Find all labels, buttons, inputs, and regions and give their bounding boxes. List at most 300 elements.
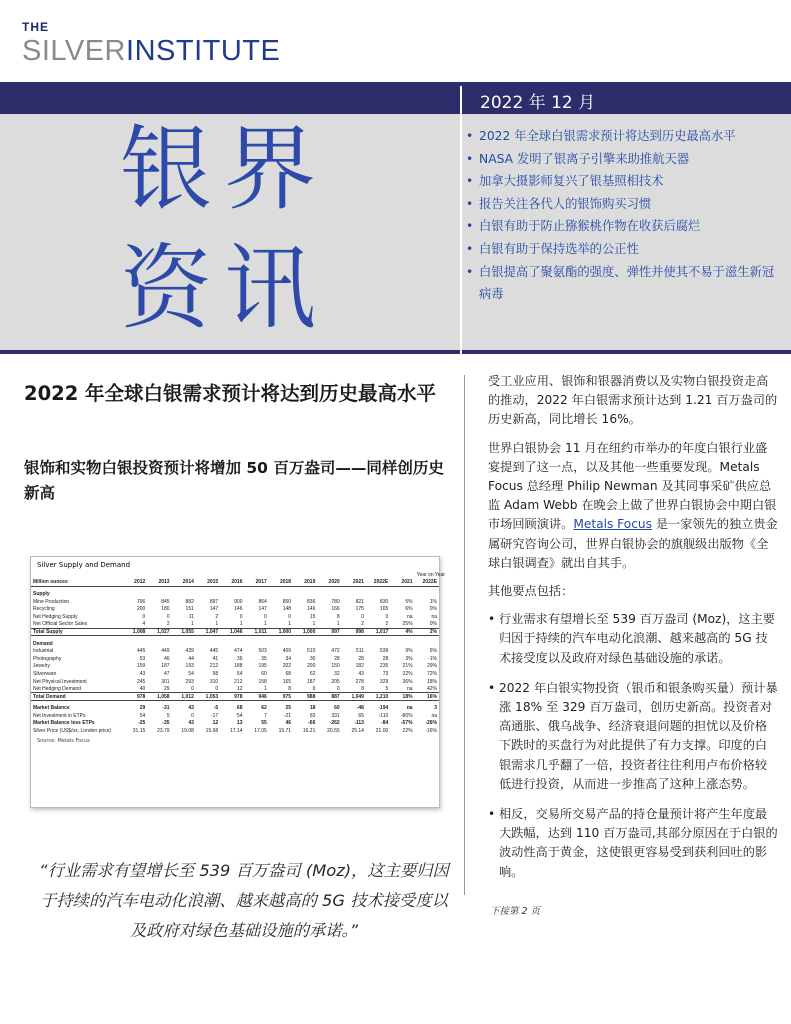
table-cell [366,590,390,598]
table-cell: 1,049 [342,693,366,701]
table-cell: 1 [264,685,267,692]
table-cell: 850 [282,598,292,605]
table-cell: 2016 [220,579,244,587]
table-cell: 503 [258,648,267,655]
table-cell: 19.08 [181,728,194,735]
table-cell: 83 [309,712,316,719]
table-cell: 235 [379,663,389,670]
table-cell [269,640,293,648]
table-cell: Recycling [33,606,55,613]
table-cell: 882 [185,598,194,605]
table-cell: 54 [236,712,243,719]
table-cell: na [407,685,413,692]
table-cell: 7 [264,712,267,719]
table-cell: 1 [239,621,243,628]
toc-item[interactable]: • NASA 发明了银离子引擎来助推航天器 [465,148,783,171]
table-cell: 8 [361,685,364,692]
table-cell: 3% [405,655,413,662]
table-cell: 1,046 [220,628,244,636]
logo-wordmark [22,35,280,68]
table-cell: 0 [312,685,316,692]
table-cell: 2 [215,613,219,620]
table-cell: 0 [191,685,194,692]
table-cell: -1% [428,655,437,662]
table-cell: 780 [331,598,340,605]
table-cell: -84 [381,720,389,727]
table-cell: 18% [426,678,437,685]
table-cell: 0% [429,621,437,628]
table-row [31,621,439,629]
table-row [31,720,439,728]
supply-demand-table-image [30,556,446,808]
table-cell: 32 [334,670,340,677]
table-header-yoy [31,571,439,579]
table-cell: 2 [361,621,364,628]
table-cell: 1,047 [196,628,220,636]
table-cell: Net Official Sector Sales [33,621,88,628]
table-cell: 0 [264,613,267,620]
metals-focus-link[interactable]: Metals Focus [573,517,652,532]
table-cell: 8 [336,613,340,620]
table-cell [293,590,317,598]
body-paragraph [488,439,778,573]
table-cell: 245 [136,678,146,685]
table-cell: 54 [139,712,146,719]
table-cell [172,590,196,598]
table-cell [366,640,390,648]
table-cell: 2 [385,621,389,628]
table-row [31,655,439,663]
article-body [488,372,778,893]
table-cell: 900 [234,598,243,605]
table-cell: -35 [162,720,170,727]
table-cell: -262 [329,720,340,727]
table-cell: 5 [385,685,389,692]
table-cell [147,640,171,648]
table-cell [244,590,268,598]
table-cell: 30 [309,655,316,662]
table-cell: 0 [361,613,364,620]
table-cell: 46 [164,655,170,662]
table-cell: 539 [379,648,389,655]
table-cell: 72% [426,670,437,677]
table-cell: 146 [234,606,243,613]
table-cell: 1,055 [172,628,196,636]
table-cell: 12 [212,720,219,727]
table-cell: Jewelry [33,663,50,670]
table-cell: Total Supply [31,628,123,636]
table-cell [317,571,341,579]
table-cell: 21% [402,663,413,670]
table-total-row [31,628,439,636]
table-cell: 329 [379,678,389,685]
table-cell [390,571,414,579]
table-cell: 68 [285,670,292,677]
table-cell: Silver Price (US$/oz, London price) [33,728,112,735]
table-cell: 182 [355,663,364,670]
table-cell [196,571,220,579]
table-cell: 58 [212,670,219,677]
table-cell [147,590,171,598]
table-cell: 0 [142,613,146,620]
toc-item[interactable]: • 加拿大摄影师复兴了银基照相技术 [465,170,783,193]
table-cell: na [431,613,437,620]
table-cell: 2022E [415,579,439,587]
table-cell [244,640,268,648]
table-cell: 147 [209,606,219,613]
table-cell: 188 [234,663,243,670]
table-cell: -48 [356,705,364,712]
table-cell [31,571,123,579]
table-cell: 1,000 [269,628,293,636]
table-cell: -80% [400,712,413,719]
table-cell: -5 [213,705,219,712]
table-cell: Net Investment in ETPs [33,712,86,719]
table-cell: 1,012 [172,693,196,701]
table-cell: -57% [400,720,413,727]
logo-institute-text: INSTITUTE [126,35,281,67]
table-cell: 946 [244,693,268,701]
paragraph-text: 世界白银协会 11 月在纽约市举办的年度白银行业盛宴提到了这一点，以及其他一些重要发现。Metals Focus 总经理 Philip Newman 及其同事采矿供应总监 Adam Webb 在晚会上做了世界白银协会中期白银市场回顾演讲。 [488,440,777,532]
table-cell: 16% [415,693,439,701]
table-cell [317,640,341,648]
table-row [31,598,439,606]
table-cell: 978 [220,693,244,701]
table-cell: 2021 [390,579,414,587]
table-cell: 0 [288,613,292,620]
table-cell: -25 [138,720,146,727]
table-cell: 472 [331,648,340,655]
table-cell: 29 [164,685,170,692]
table-cell: 1% [429,598,437,605]
table-cell: 18% [390,693,414,701]
table-cell: 0 [166,613,170,620]
table-cell: 31.15 [132,728,146,735]
table-cell: 6% [405,606,413,613]
table-cell: -66 [308,720,316,727]
table-cell [123,640,147,648]
table-cell: -110 [378,712,389,719]
table-cell: 11 [188,613,194,620]
table-cell: 836 [307,598,316,605]
table-cell: 1 [336,621,340,628]
table-row [31,712,439,720]
table-cell: 54 [188,670,194,677]
table-cell: Silverware [33,670,57,677]
table-cell: 17.05 [254,728,267,735]
table-cell: 68 [236,705,243,712]
article-subheadline: 银饰和实物白银投资预计将增加 50 百万盎司——同样创历史新高 [24,459,444,502]
table-cell: 301 [161,678,170,685]
toc-item[interactable]: • 报告关注各代人的银饰购买习惯 [465,193,783,216]
column-divider [464,375,465,895]
table-cell [123,571,147,579]
table-row [31,685,439,693]
table-cell: 15 [309,613,316,620]
newsletter-title-line1: 银界 [120,116,329,223]
table-cell: 28 [358,655,364,662]
table-cell: 146 [307,606,316,613]
table-cell: na [431,712,437,719]
table-cell: 998 [342,628,366,636]
table-cell: 331 [331,712,340,719]
table-cell: 212 [209,663,219,670]
table-cell: -194 [378,705,389,712]
table-cell: 293 [185,678,194,685]
table-cell [196,640,220,648]
table-row [31,727,439,735]
table-cell: 1 [264,621,267,628]
table-row [31,613,439,621]
table-cell: 187 [307,678,316,685]
table-cell [293,571,317,579]
table-cell: 151 [185,606,194,613]
table-cell: 15.71 [278,728,292,735]
table-cell: 47 [164,670,170,677]
table-cell: 1,058 [147,693,171,701]
table-cell: 62 [261,705,267,712]
table-cell: 2022E [366,579,390,587]
table-cell: 28 [334,655,340,662]
table-cell: Market Balance less ETPs [33,720,95,727]
table-cell: 409 [282,648,292,655]
table-cell: 34 [285,655,292,662]
table-cell: Net Hedging Demand [33,685,82,692]
table-cell [293,640,317,648]
table-cell: Total Demand [31,693,123,701]
table-cell: 200 [136,606,146,613]
table-cell: 165 [379,606,389,613]
table-cell: -26% [425,720,437,727]
table-cell: 22% [402,728,413,735]
table-cell: 1,011 [244,628,268,636]
table-cell: 41 [212,655,219,662]
table-cell: 978 [123,693,147,701]
key-point: • 2022 年白银实物投资（银币和银条购买量）预计暴涨 18% 至 329 百万盎司，创历史新高。投资者对高通胀、俄乌战争、经济衰退问题的担忧以及价格下跌时的买盘行为对此提供了有力支撑。印度的白银需求几乎翻了一倍，投资者往往利用卢布价格较低进行投资，从而进一步推高了这种上涨态势。 [488,679,778,794]
table-cell [390,590,414,598]
table-cell: Market Balance [33,705,70,712]
table-cell: 62 [309,670,316,677]
key-point: • 相反，交易所交易产品的持仓量预计将产生年度最大跌幅，达到 110 百万盎司,其部分原因在于白银的波动性高于黄金，这使银更容易受到获利回吐的影响。 [488,805,778,882]
table-cell: 165 [282,678,292,685]
table-cell: 2015 [196,579,220,587]
table-row [31,647,439,655]
table-cell: 0 [239,613,243,620]
toc-item[interactable]: • 2022 年全球白银需求预计将达到历史最高水平 [465,125,783,148]
table-cell: 200 [307,663,316,670]
table-row [31,670,439,678]
table-cell: 474 [234,648,243,655]
table-cell: 60 [261,670,267,677]
table-cell: 0% [429,606,437,613]
table-cell: 212 [234,678,243,685]
table-cell: 997 [317,628,341,636]
table-cell: 21.00 [375,728,389,735]
table-cell: Year on Year [416,571,446,578]
table-cell: 29 [139,705,146,712]
supply-demand-table [31,571,446,735]
table-cell: 278 [355,678,364,685]
table-cell: 445 [136,648,146,655]
table-cell: 0 [385,613,389,620]
table-cell: 2014 [172,579,196,587]
table-cell: 148 [282,606,292,613]
table-cell: 159 [136,663,146,670]
table-cell: 5% [429,648,437,655]
table-row [31,605,439,613]
toc-item[interactable]: • 白银提高了聚氨酯的强度、弹性并使其不易于滋生新冠病毒 [465,261,783,306]
table-cell: 796 [136,598,146,605]
table-cell: 1 [191,621,194,628]
table-cell: -16% [425,728,437,735]
table-section-supply [31,590,439,598]
table-cell: -113 [354,720,364,727]
table-cell: 15.68 [205,728,219,735]
logo-the-text: THE [22,20,49,34]
table-cell: 18 [309,705,316,712]
table-cell: 8 [288,685,292,692]
table-cell: 988 [293,693,317,701]
table-cell: 310 [209,678,219,685]
table-of-contents [465,125,783,306]
table-row [31,705,439,713]
table-cell: 864 [258,598,267,605]
table-cell: 65 [358,712,364,719]
table-cell: 180 [161,606,170,613]
table-row [31,663,439,671]
table-cell: 2020 [317,579,341,587]
table-cell: 60 [334,705,340,712]
table-cell: 25 [285,705,292,712]
table-cell [317,590,341,598]
pull-quote: “行业需求有望增长至 539 百万盎司 (Moz)，这主要归因于持续的汽车电动化浪潮、越来越高的 5G 技术接受度以及政府对绿色基础设施的承诺。” [39,861,449,940]
table-cell: 2018 [269,579,293,587]
table-cell: -21 [283,712,292,719]
table-cell [269,590,293,598]
table-cell: 17.14 [229,728,243,735]
table-cell: 3 [434,705,437,712]
key-point: • 行业需求有望增长至 539 百万盎司 (Moz)，这主要归因于持续的汽车电动化浪潮、越来越高的 5G 技术接受度以及政府对绿色基础设施的承诺。 [488,610,778,668]
logo-silver-text: SILVER [22,35,127,67]
table-cell: 1 [288,621,292,628]
table-cell: 511 [355,648,364,655]
table-cell: 2012 [123,579,147,587]
table-cell: 510 [307,648,316,655]
table-cell: 43 [188,705,194,712]
table-cell: 195 [258,663,267,670]
table-cell [390,640,414,648]
table-cell: 205 [331,678,340,685]
table-cell: 54 [236,670,243,677]
table-cell: 44 [188,655,194,662]
table-cell: 40 [139,685,146,692]
table-cell: Demand [33,640,53,647]
table-cell: 2013 [147,579,171,587]
newsletter-title-line2: 资讯 [120,235,329,342]
table-cell: 29% [426,663,437,670]
table-cell: 887 [317,693,341,701]
table-cell: 2 [166,621,170,628]
table-cell: 193 [185,663,194,670]
table-cell: 2017 [244,579,268,587]
table-cell: na [407,613,413,620]
table-cell: Photography [33,655,62,662]
table-cell: Mine Production [33,598,70,605]
table-cell: na [406,705,413,712]
continued-notice[interactable]: 下接第 2 页 [490,906,541,917]
masthead-bottom-rule [0,350,791,354]
table-cell [220,590,244,598]
table-cell [220,640,244,648]
table-cell: 187 [161,663,170,670]
table-cell: 1,017 [366,628,390,636]
table-cell: 158 [258,678,267,685]
table-cell: 0 [191,712,194,719]
table-cell: 147 [258,606,267,613]
table-cell [172,640,196,648]
toc-item[interactable]: • 白银有助于保持选举的公正性 [465,238,783,261]
table-source: Source: Metals Focus [37,737,90,744]
body-paragraph: 受工业应用、银饰和银器消费以及实物白银投资走高的推动，2022 年白银需求预计达到 1.21 百万盎司的历史新高，同比增长 16%。 [488,374,778,427]
table-cell: 4 [142,621,146,628]
table-cell: 1,008 [123,628,147,636]
table-cell [244,571,268,579]
table-cell: 166 [331,606,340,613]
table-cell: Net Hedging Supply [33,613,78,620]
table-cell: 845 [161,598,170,605]
points-intro: 其他要点包括： [488,584,574,599]
table-cell [147,571,171,579]
table-cell [196,590,220,598]
table-cell: 439 [185,648,194,655]
table-cell: 1,210 [366,693,390,701]
table-cell [342,640,366,648]
table-cell [415,640,439,648]
table-cell: 12 [236,685,243,692]
table-cell [415,590,439,598]
table-cell: 28 [382,655,389,662]
table-cell: 9% [405,648,413,655]
table-cell: Supply [33,590,50,597]
table-title: Silver Supply and Demand [37,561,131,569]
table-cell [269,571,293,579]
table-cell: 5% [405,598,413,605]
table-cell: 73 [382,670,389,677]
table-cell [366,571,390,579]
table-cell: 25.14 [351,728,364,735]
key-points-list [488,610,778,882]
table-cell: 445 [209,648,219,655]
table-cell: 35 [261,655,267,662]
table-header-row [31,579,439,587]
table-cell: 1,000 [293,628,317,636]
table-cell: 43 [358,670,364,677]
issue-date-box [460,82,791,114]
table-cell: 5 [166,712,170,719]
table-cell: 43 [139,670,146,677]
table-cell: 42% [426,685,437,692]
masthead-divider [460,86,462,356]
issue-date: 2022 年 12 月 [480,93,596,113]
toc-item[interactable]: • 白银有助于防止猕猴桃作物在收获后腐烂 [465,215,783,238]
table-cell: 830 [379,598,389,605]
table-cell: 202 [282,663,292,670]
table-cell: 2021 [342,579,366,587]
table-cell: 1 [312,621,316,628]
table-cell: 53 [139,655,146,662]
table-cell: 1,053 [196,693,220,701]
table-cell: 0 [215,685,219,692]
